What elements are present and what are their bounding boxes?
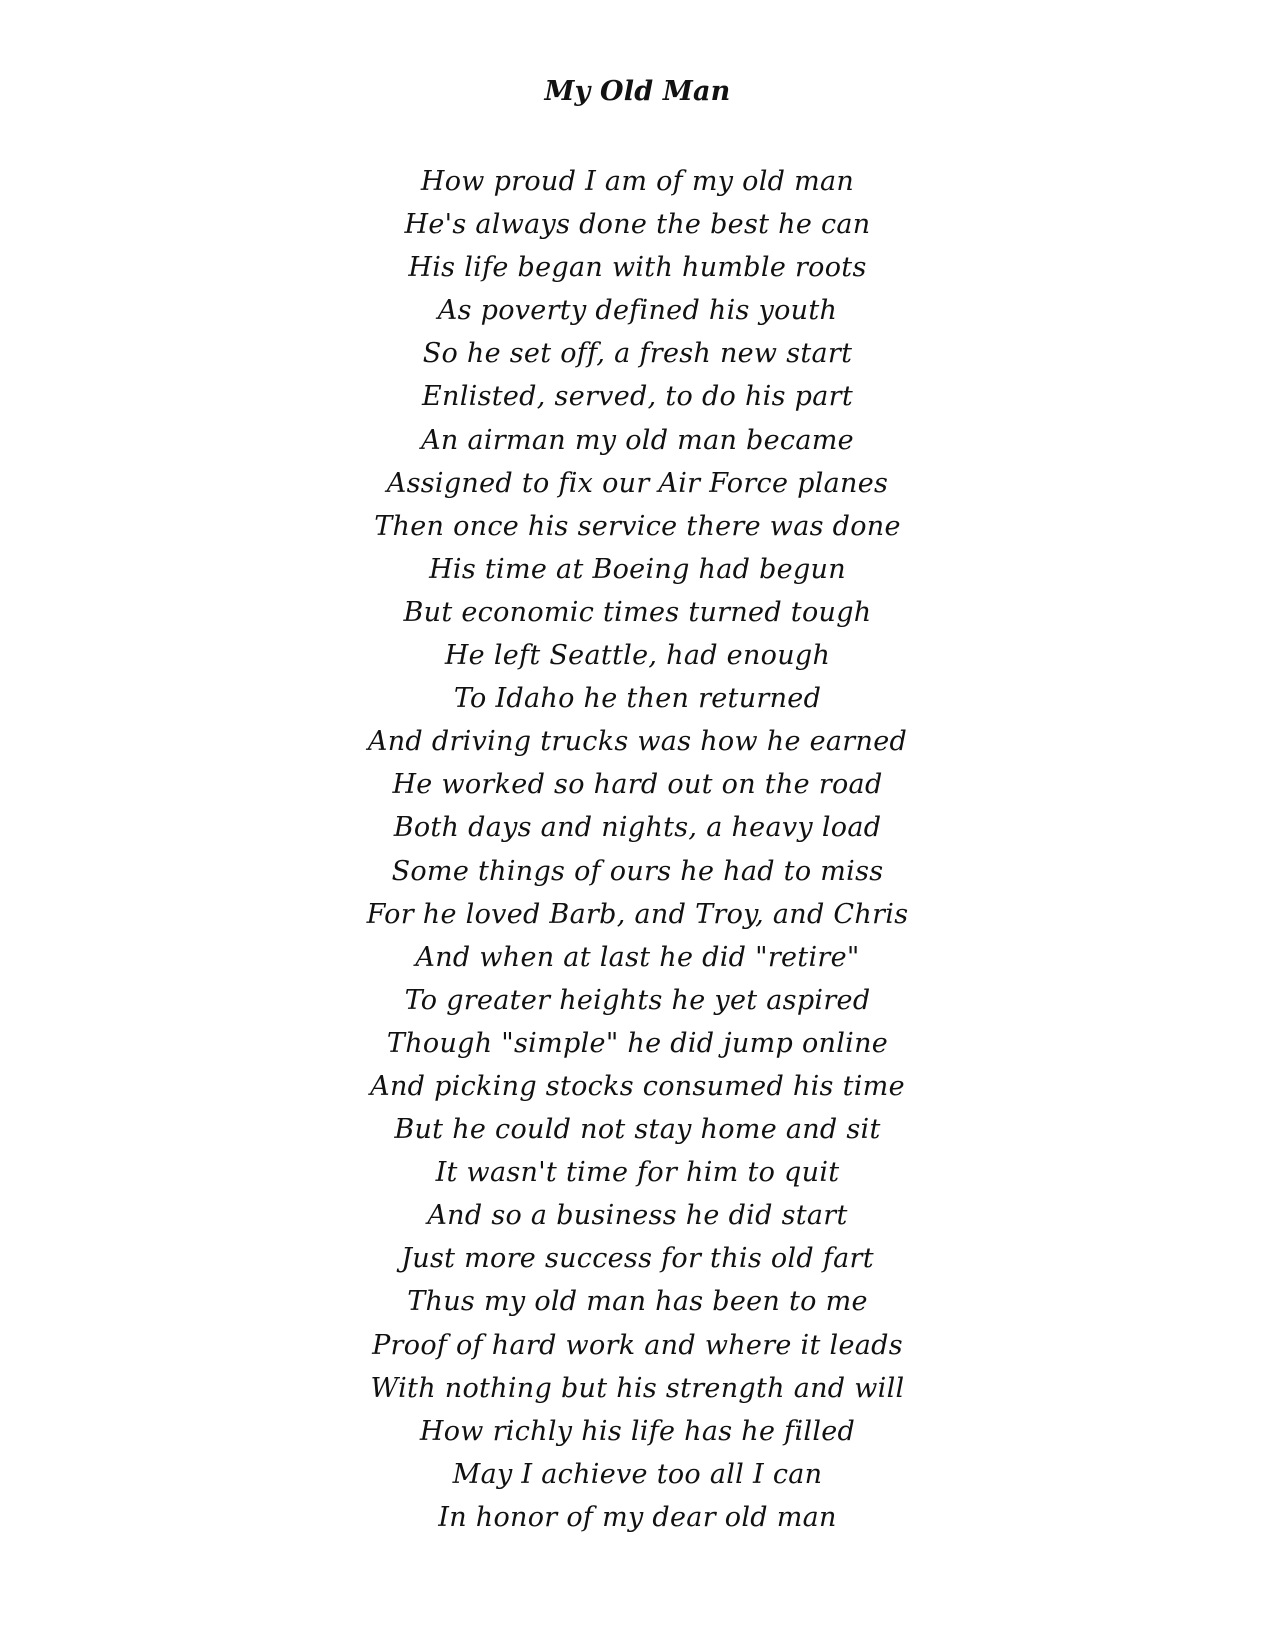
poem-line: Thus my old man has been to me (407, 1286, 868, 1318)
poem-body (0, 160, 1275, 1539)
poem-line: And driving trucks was how he earned (367, 726, 908, 758)
poem-line: May I achieve too all I can (452, 1458, 823, 1490)
poem-line: His time at Boeing had begun (429, 553, 846, 585)
poem-line: His life began with humble roots (408, 252, 867, 284)
poem-line: He's always done the best he can (404, 209, 871, 241)
poem-line: And when at last he did "retire" (415, 941, 860, 973)
poem-line: Some things of ours he had to miss (391, 855, 884, 887)
poem-line: It wasn't time for him to quit (435, 1157, 840, 1189)
poem-line: Then once his service there was done (374, 510, 901, 542)
poem-line: How proud I am of my old man (420, 166, 855, 197)
poem-line: Though "simple" he did jump online (386, 1027, 889, 1059)
poem-line: But he could not stay home and sit (394, 1114, 881, 1146)
poem-line: But economic times turned tough (403, 596, 872, 628)
poem-line: He left Seattle, had enough (444, 640, 831, 672)
poem-line: As poverty defined his youth (437, 295, 838, 327)
poem-line: Both days and nights, a heavy load (393, 812, 882, 844)
poem-line: To Idaho he then returned (453, 683, 822, 715)
poem-line: An airman my old man became (421, 424, 854, 456)
poem-line: To greater heights he yet aspired (404, 984, 871, 1016)
poem-line: For he loved Barb, and Troy, and Chris (366, 898, 909, 930)
poem-line: So he set off, a fresh new start (422, 338, 853, 370)
poem-line: Just more success for this old fart (401, 1243, 874, 1275)
poem-line: And picking stocks consumed his time (370, 1070, 905, 1102)
poem-line: In honor of my dear old man (438, 1501, 837, 1533)
poem-line: And so a business he did start (427, 1200, 848, 1232)
poem-line: Enlisted, served, to do his part (422, 381, 853, 413)
poem-line: With nothing but his strength and will (370, 1372, 905, 1404)
poem-title: My Old Man (544, 76, 731, 107)
poem-line: How richly his life has he filled (419, 1415, 856, 1447)
poem-line: He worked so hard out on the road (392, 769, 883, 801)
poem-line: Assigned to fix our Air Force planes (386, 467, 889, 499)
poem-line: Proof of hard work and where it leads (372, 1329, 903, 1361)
